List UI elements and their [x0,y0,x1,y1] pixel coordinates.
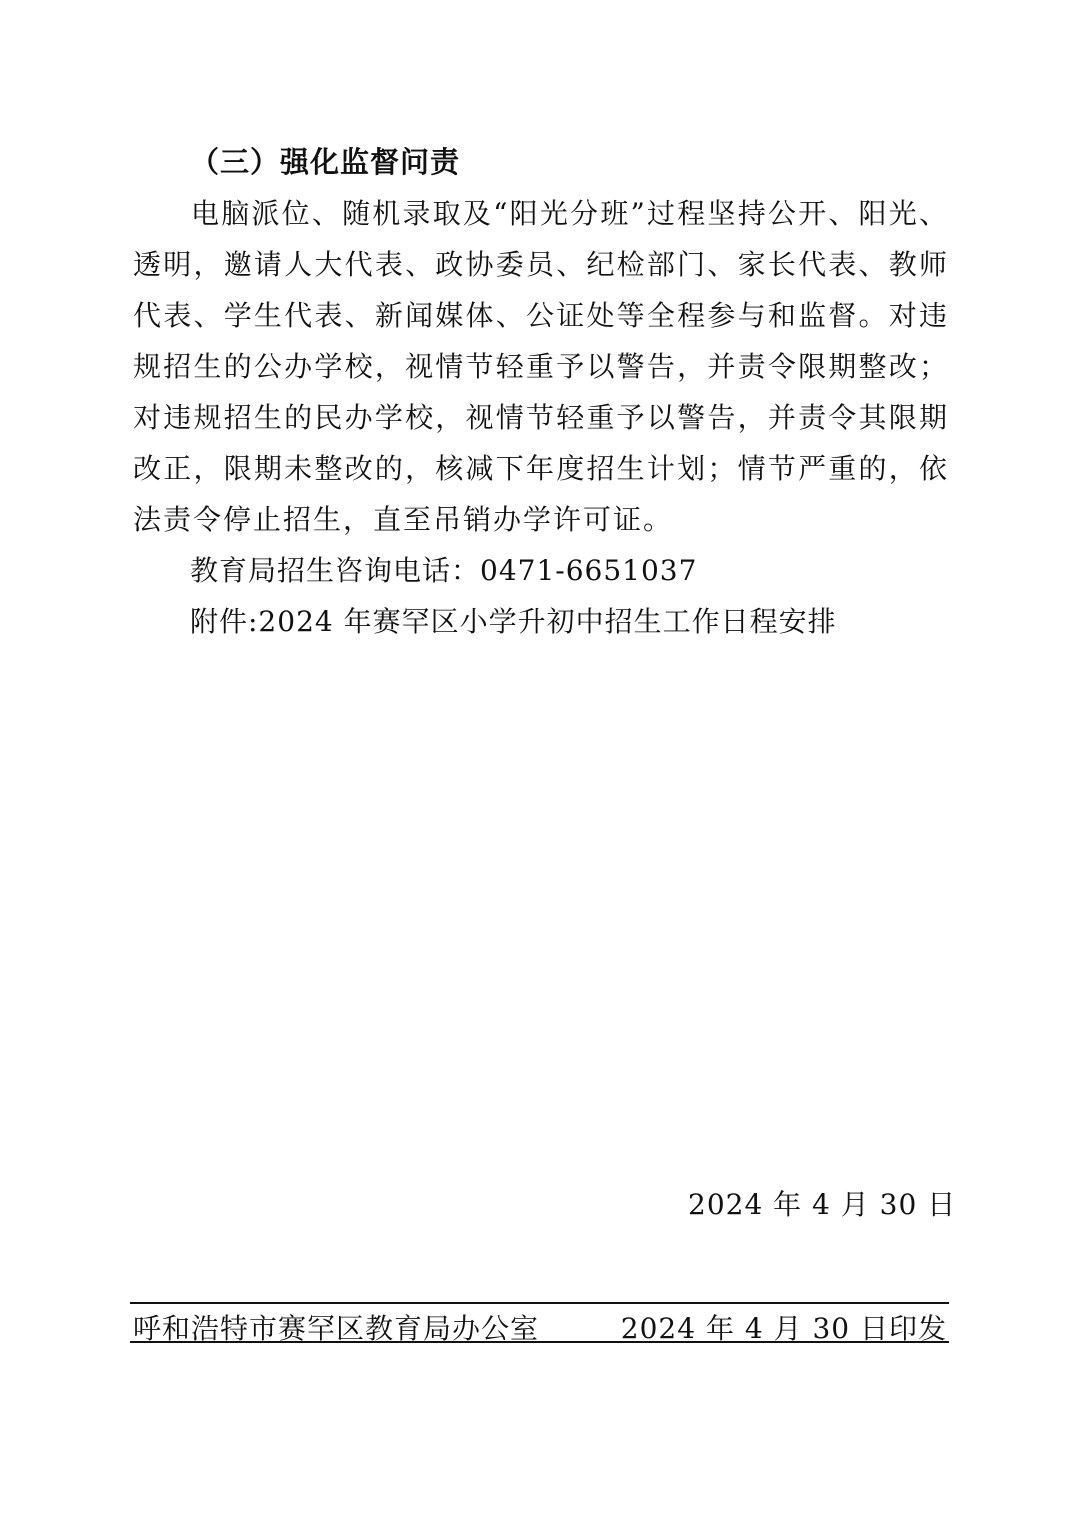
attachment-line: 附件:2024 年赛罕区小学升初中招生工作日程安排 [190,605,837,638]
section-heading: （三）强化监督问责 [190,145,461,179]
contact-phone-line: 教育局招生咨询电话：0471-6651037 [190,554,698,587]
footer-issuer: 呼和浩特市赛罕区教育局办公室 [133,1312,540,1345]
footer-bottom-rule [130,1341,949,1343]
body-paragraph: 电脑派位、随机录取及“阳光分班”过程坚持公开、阳光、透明，邀请人大代表、政协委员、纪检部门、家长代表、教师代表、学生代表、新闻媒体、公证处等全程参与和监督。对违规招生的公办学校，视情节轻重予以警告，并责令限期整改；对违规招生的民办学校，视情节轻重予以警告，并责令其限期改正，限期未整改的，核减下年度招生计划；情节严重的，依法责令停止招生，直至吊销办学许可证。 [133,197,949,536]
signature-date: 2024 年 4 月 30 日 [688,1188,957,1221]
footer-top-rule [130,1302,949,1304]
footer-issue-date: 2024 年 4 月 30 日印发 [620,1312,947,1345]
